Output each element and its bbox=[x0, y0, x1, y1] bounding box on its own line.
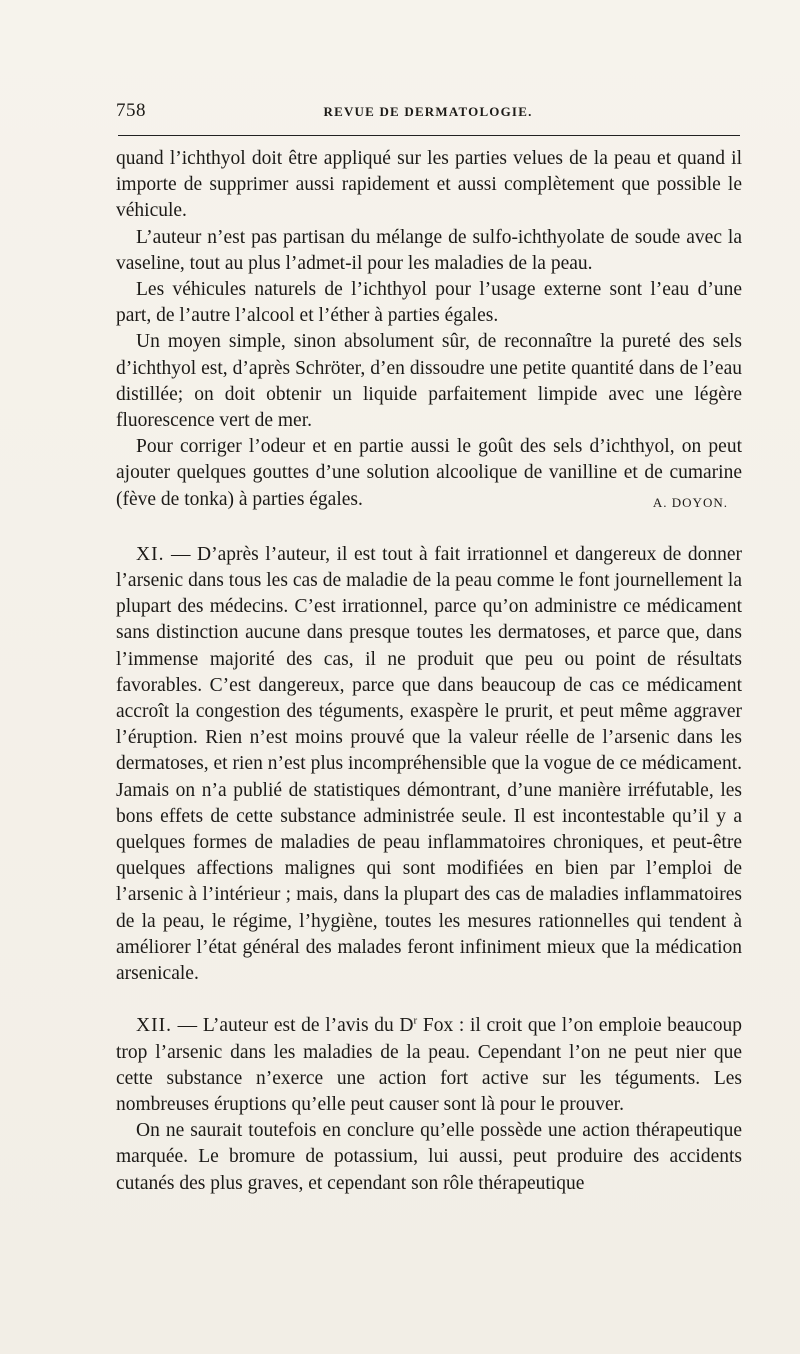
header-rule bbox=[118, 135, 740, 136]
section-xi bbox=[116, 542, 742, 987]
section-spacer bbox=[116, 987, 742, 1013]
author-signature: A. DOYON. bbox=[652, 494, 728, 510]
paragraph: On ne saurait toutefois en conclure qu’elle possède une action thérapeutique marquée. Le bromure de potassium, lui aussi, peut produire des accidents cutanés des plus graves, et cependant son rôle thérapeutique bbox=[116, 1120, 742, 1194]
running-head: REVUE DE DERMATOLOGIE. bbox=[323, 104, 533, 119]
section-spacer bbox=[116, 516, 742, 542]
paragraph-text: Pour corriger l’odeur et en partie aussi le goût des sels d’ichthyol, on peut ajouter quelques gouttes d’une solution alcoolique de vanilline et de cumarine (fève de tonka) à parties égales. bbox=[116, 436, 742, 510]
page-header bbox=[116, 100, 740, 124]
page-number: 758 bbox=[116, 100, 146, 121]
section-number: XI. bbox=[136, 543, 165, 565]
superscript: r bbox=[413, 1014, 418, 1027]
paragraph: quand l’ichthyol doit être appliqué sur les parties velues de la peau et quand il importe de supprimer aussi rapidement et aussi complètement que possible le véhicule. bbox=[116, 148, 742, 222]
section-number: XII. bbox=[136, 1015, 172, 1037]
body-text bbox=[116, 146, 742, 1197]
section-xii bbox=[116, 1013, 742, 1118]
paragraph: Les véhicules naturels de l’ichthyol pour l’usage externe sont l’eau d’une part, de l’autre l’alcool et l’éther à parties égales. bbox=[116, 279, 742, 327]
paragraph: L’auteur n’est pas partisan du mélange de sulfo-ichthyolate de soude avec la vaseline, tout au plus l’admet-il pour les maladies de la peau. bbox=[116, 226, 742, 274]
paragraph-with-signature bbox=[116, 434, 742, 513]
section-text: — D’après l’auteur, il est tout à fait irrationnel et dangereux de donner l’arsenic dans tous les cas de maladie de la peau comme le font journellement la plupart des médecins. C’est irrationnel, parce qu’on administre ce médicament sans distinction aucune dans presque toutes les dermatoses, et parce que, dans l’immense majorité des cas, il ne produit que peu ou point de résultats favorables. C’est dangereux, parce que dans beaucoup de cas ce médicament accroît la congestion des téguments, exaspère le prurit, et peut même aggraver l’éruption. Rien n’est moins prouvé que la valeur réelle de l’arsenic dans les dermatoses, et rien n’est plus incompréhensible que la vogue de ce médicament. Jamais on n’a publié de statistiques démontrant, d’une manière irréfutable, les bons effets de cette substance administrée seule. Il est incontestable qu’il y a quelques formes de maladies de peau inflammatoires chroniques, et peut-être quelques affections malignes qui sont modifiées en bien par l’emploi de l’arsenic à l’intérieur ; mais, dans la plupart des cas de maladies inflammatoires de la peau, le régime, l’hygiène, toutes les mesures rationnelles qui tendent à améliorer l’état général des malades feront infiniment mieux que la médication arsenicale. bbox=[116, 543, 742, 985]
section-text: — L’auteur est de l’avis du D bbox=[177, 1015, 414, 1037]
paragraph: Un moyen simple, sinon absolument sûr, de reconnaître la pureté des sels d’ichthyol est, d’après Schröter, d’en dissoudre une petite quantité dans de l’eau distillée; on doit obtenir un liquide parfaitement limpide avec une légère fluorescence vert de mer. bbox=[116, 331, 742, 432]
section-text-continued: Fox : il croit que l’on emploie beaucoup trop l’arsenic dans les maladies de la peau. Cependant l’on ne peut nier que cette substance n’exerce une action fort active sur les téguments. Les nombreuses éruptions qu’elle peut causer sont là pour le prouver. bbox=[116, 1015, 742, 1115]
